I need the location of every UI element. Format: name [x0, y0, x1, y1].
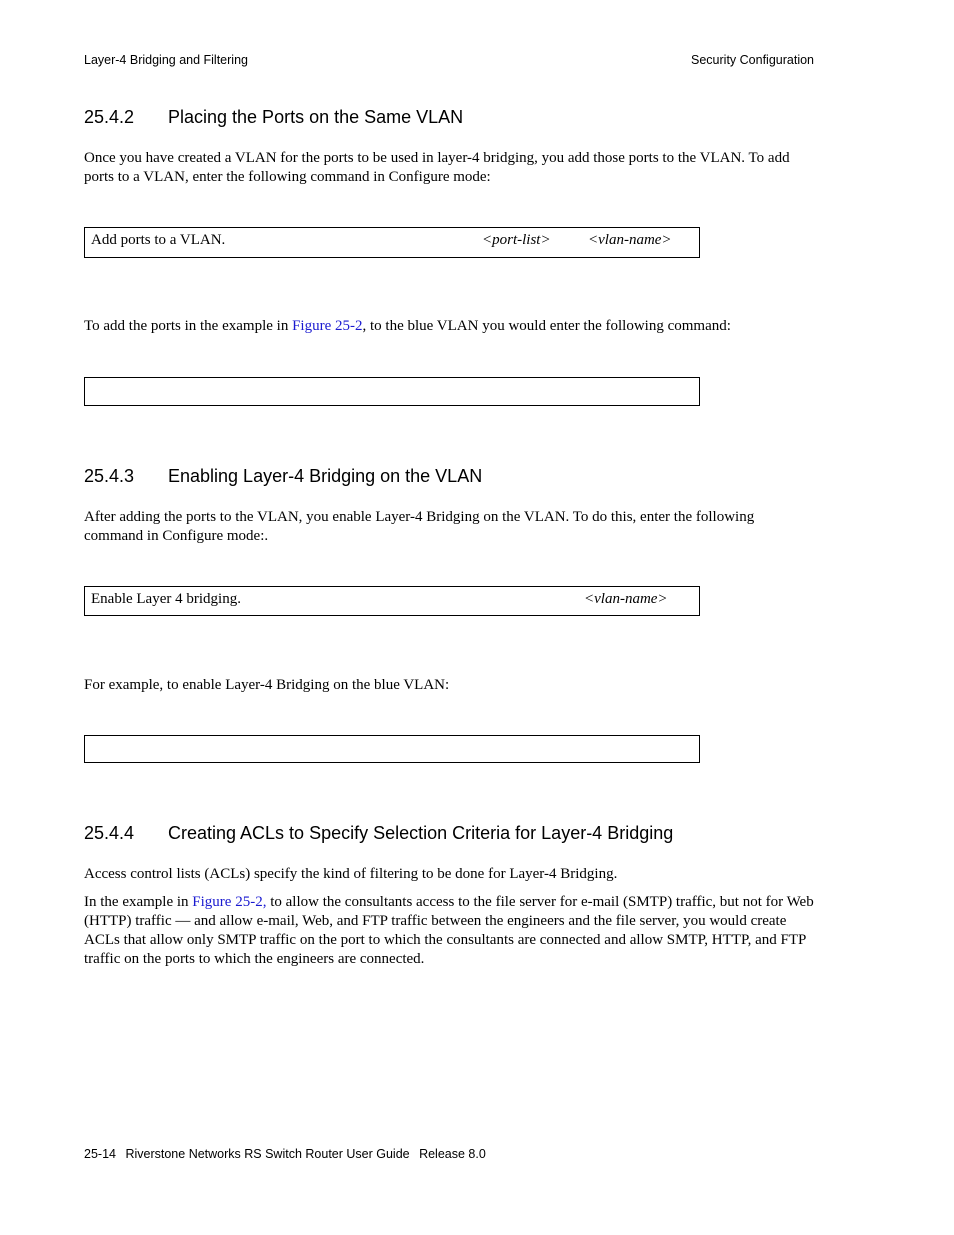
section-heading-25-4-2: [84, 107, 463, 128]
figure-link[interactable]: Figure 25-2: [292, 318, 363, 334]
footer-page-number: 25-14: [84, 1147, 116, 1161]
para-text-pre: In the example in: [84, 894, 193, 910]
example-paragraph: [84, 317, 814, 336]
command-table-add-ports: [84, 227, 700, 258]
figure-link[interactable]: Figure 25-2,: [192, 894, 267, 910]
example-text-pre: To add the ports in the example in: [84, 318, 293, 334]
section-intro-paragraph: Once you have created a VLAN for the ports to be used in layer-4 bridging, you add those ports to the VLAN. To add ports to a VLAN, enter the following command in Configure mode:: [84, 150, 790, 185]
example-paragraph: For example, to enable Layer-4 Bridging on the blue VLAN:: [84, 677, 450, 693]
command-arg-vlan-name: <vlan-name>: [588, 232, 672, 248]
command-example-box: [84, 735, 700, 763]
section-title: Creating ACLs to Specify Selection Criteria for Layer-4 Bridging: [168, 823, 674, 843]
command-arg-port-list: <port-list>: [482, 232, 551, 248]
running-header-right: Security Configuration: [691, 53, 814, 67]
section-title: Enabling Layer-4 Bridging on the VLAN: [168, 466, 483, 486]
section-heading-25-4-4: [84, 823, 673, 844]
acl-intro-paragraph: Access control lists (ACLs) specify the kind of filtering to be done for Layer-4 Bridging.: [84, 866, 618, 882]
command-arg-vlan-name: <vlan-name>: [584, 591, 668, 607]
example-text-post: , to the blue VLAN you would enter the following command:: [362, 318, 731, 334]
page-footer: [84, 1147, 486, 1161]
section-intro-paragraph: After adding the ports to the VLAN, you enable Layer-4 Bridging on the VLAN. To do this, enter the following command in Configure mode:.: [84, 509, 755, 544]
command-description: Add ports to a VLAN.: [91, 232, 226, 248]
footer-release: Release 8.0: [419, 1147, 486, 1161]
para-text-post: to allow the consultants access to the file server for e-mail (SMTP) traffic, but not for Web (HTTP) traffic — and allow e-mail, Web, and FTP traffic between the engineers and the file server, you would create ACLs that allow only SMTP traffic on the port to which the consultants are connected and allow SMTP, HTTP, and FTP traffic on the ports to which the engineers are connected.: [84, 894, 814, 967]
section-heading-25-4-3: [84, 466, 482, 487]
section-title: Placing the Ports on the Same VLAN: [168, 107, 464, 127]
acl-example-paragraph: [84, 893, 814, 969]
command-description: Enable Layer 4 bridging.: [91, 591, 241, 607]
footer-book-title: Riverstone Networks RS Switch Router User Guide: [125, 1147, 410, 1161]
section-number: 25.4.4: [84, 823, 135, 843]
section-number: 25.4.3: [84, 466, 135, 486]
command-example-box: [84, 377, 700, 406]
command-table-enable-l4-bridging: [84, 586, 700, 616]
running-header-left: Layer-4 Bridging and Filtering: [84, 53, 248, 67]
section-number: 25.4.2: [84, 107, 135, 127]
